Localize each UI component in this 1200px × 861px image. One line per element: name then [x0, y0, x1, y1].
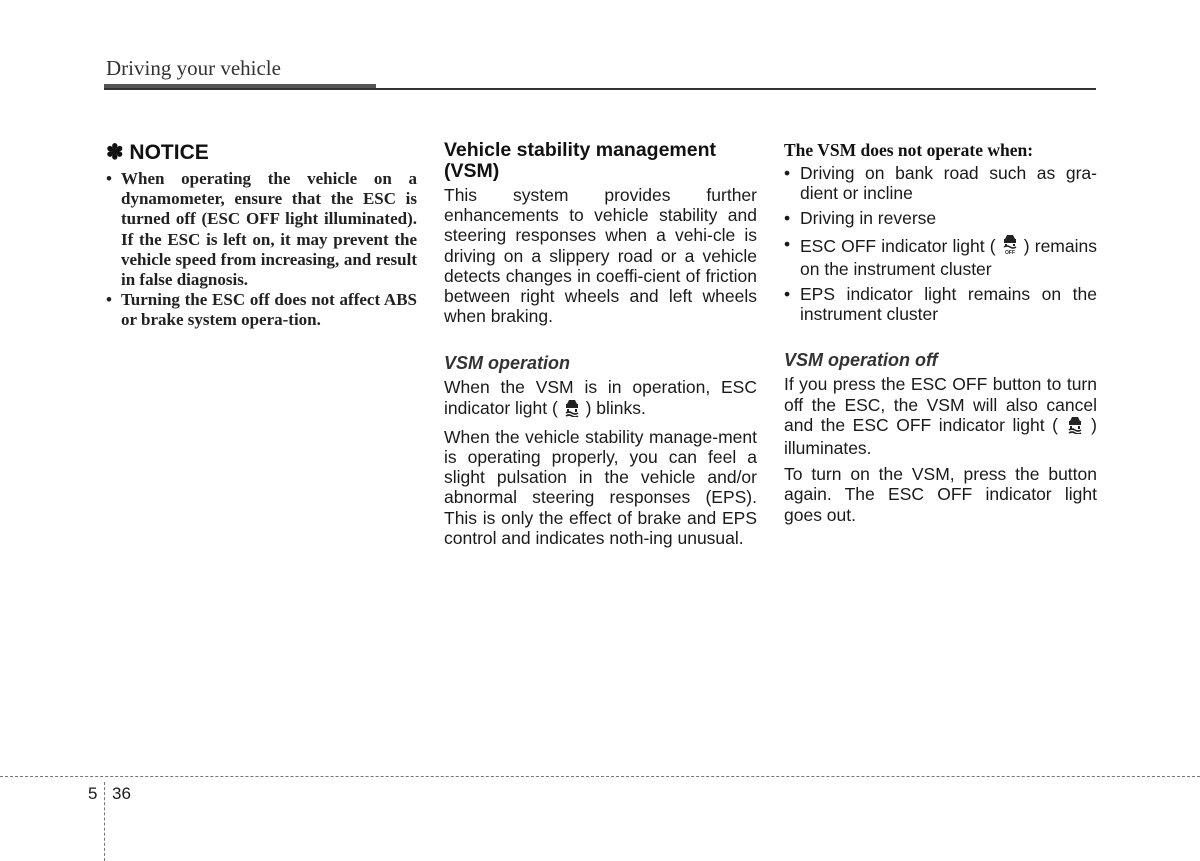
text: ) blinks. — [585, 397, 646, 418]
svg-text:OFF: OFF — [1004, 249, 1015, 255]
vsm-intro: This system provides further enhancements to vehicle stability and steering responses when a vehi-cle is driving on a slippery road or a vehicle detects changes in coeffi-cient of friction between right wheels and left wheels when braking. — [444, 185, 757, 327]
vsm-operation-p2: When the vehicle stability manage-ment is operating properly, you can feel a slight pulsation in the vehicle and/or abnormal steering responses (EPS). This is only the effect of brake and EPS control and indicates noth-ing unusual. — [444, 426, 757, 548]
notice-item: • When operating the vehicle on a dynamometer, ensure that the ESC is turned off (ESC OFF light illuminated). If the ESC is left on, it may prevent the vehicle speed from increasing, and result in false diagnosis. — [106, 169, 417, 290]
notice-title: ✽ NOTICE — [106, 141, 209, 164]
text: ESC OFF indicator light ( — [800, 235, 996, 256]
esc-off-indicator-icon — [1001, 234, 1019, 259]
notice-column — [106, 140, 417, 331]
text: ) remains on the instrument cluster — [800, 235, 1097, 279]
vsm-conditions-column — [784, 140, 1097, 525]
text: If you press the ESC OFF button to turn off the ESC, the VSM will also cancel and the ESC OFF indicator light ( — [784, 374, 1097, 435]
header-rule — [104, 88, 1096, 90]
not-operate-title: The VSM does not operate when: — [784, 140, 1034, 160]
esc-indicator-icon — [1066, 415, 1084, 438]
text: When the VSM is in operation, ESC indicator light ( — [444, 377, 757, 418]
vsm-column — [444, 140, 757, 548]
list-item: • Driving in reverse — [784, 208, 1097, 228]
footer-rule — [0, 776, 1200, 777]
list-item — [784, 234, 1097, 279]
chapter-number: 5 — [88, 784, 98, 803]
text: ) illuminates. — [784, 414, 1097, 459]
vsm-operation-p1 — [444, 377, 757, 420]
list-item: • Driving on bank road such as gra-dient or incline — [784, 163, 1097, 203]
running-header: Driving your vehicle — [106, 56, 281, 80]
vsm-operation-off-p2: To turn on the VSM, press the button again. The ESC OFF indicator light goes out. — [784, 464, 1097, 525]
esc-indicator-icon — [563, 398, 581, 421]
vsm-operation-title: VSM operation — [444, 353, 571, 374]
notice-list — [106, 169, 417, 331]
page-number: 36 — [112, 784, 131, 803]
list-item: • EPS indicator light remains on the instrument cluster — [784, 284, 1097, 324]
not-operate-list — [784, 163, 1097, 324]
vsm-operation-off-p1 — [784, 374, 1097, 458]
footer-divider — [104, 782, 105, 861]
section-title: Vehicle stability management (VSM) — [444, 139, 717, 182]
notice-item: • Turning the ESC off does not affect ABS or brake system opera-tion. — [106, 290, 417, 330]
vsm-operation-off-title: VSM operation off — [784, 350, 938, 371]
